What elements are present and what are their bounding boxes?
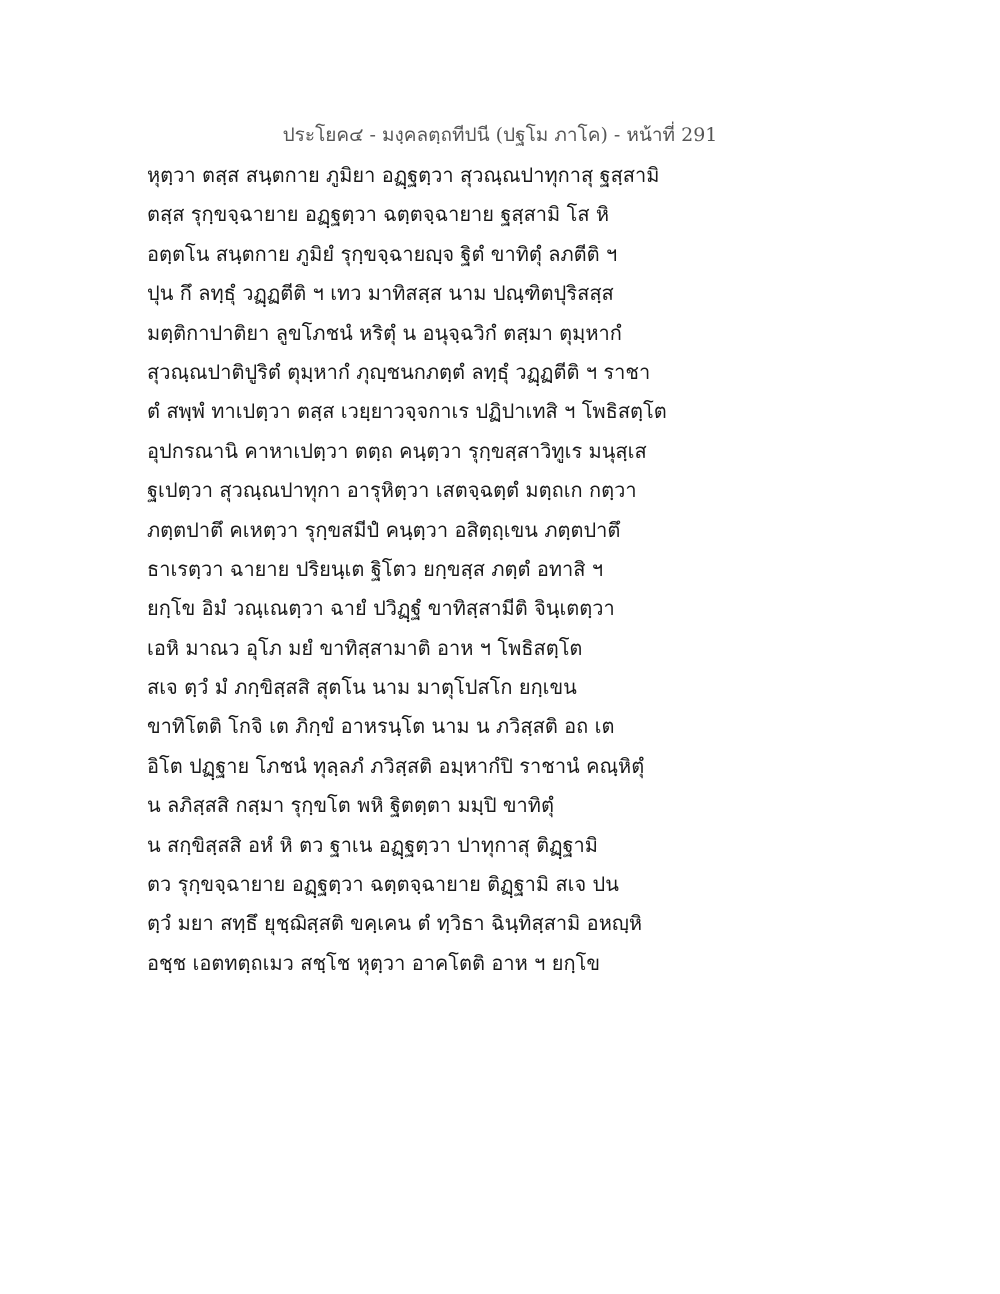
- running-header: [0, 120, 1000, 150]
- text-line-3: อตฺตโน สนฺตกาย ภูมิยํ รุกฺขจฺฉายญฺจ ฐิตํ ขาทิตุํ ลภตีติ ฯ: [147, 241, 618, 266]
- text-line-11: ธาเรตฺวา ฉายาย ปริยนฺเต ฐิโตว ยกฺขสฺส ภตฺตํ อทาสิ ฯ: [147, 556, 604, 581]
- text-line-2: ตสฺส รุกฺขจฺฉายาย อฏฺฐตฺวา ฉตฺตจฺฉายาย ฐสฺสามิ โส หิ: [147, 202, 610, 227]
- text-line-13: เอหิ มาณว อุโภ มยํ ขาทิสฺสามาติ อาห ฯ โพธิสตฺโต: [147, 635, 583, 660]
- body-text: [147, 156, 667, 983]
- text-line-8: อุปกรณานิ คาหาเปตฺวา ตตฺถ คนฺตฺวา รุกฺขสฺสาวิทูเร มนุสฺเส: [147, 438, 647, 463]
- text-line-20: ตฺวํ มยา สทฺธึ ยุชฺฌิสฺสติ ขคฺเคน ตํ ทฺวิธา ฉินฺทิสฺสามิ อหญฺหิ: [147, 911, 643, 936]
- text-line-15: ขาทิโตติ โกจิ เต ภิกฺขํ อาหรนฺโต นาม น ภวิสฺสติ อถ เต: [147, 714, 615, 739]
- text-line-4: ปุน กึ ลทฺธุํ วฏฺฏตีติ ฯ เทว มาทิสสฺส นาม ปณฺฑิตปุริสสฺส: [147, 281, 614, 306]
- text-line-1: หุตฺวา ตสฺส สนฺตกาย ภูมิยา อฏฺฐตฺวา สุวณฺณปาทุกาสุ ฐสฺสามิ: [147, 163, 660, 187]
- text-line-5: มตฺติกาปาติยา ลูขโภชนํ หริตุํ น อนุจฺฉวิกํ ตสฺมา ตุมฺหากํ: [147, 320, 622, 345]
- text-line-10: ภตฺตปาตึ คเหตฺวา รุกฺขสมีปํ คนฺตฺวา อสิตฺถฺเขน ภตฺตปาตึ: [147, 517, 621, 542]
- text-line-21: อชฺช เอตทตฺถเมว สชฺโช หุตฺวา อาคโตติ อาห ฯ ยกฺโข: [147, 950, 600, 975]
- text-line-18: น สกฺขิสฺสสิ อหํ หิ ตว ฐาเน อฏฺฐตฺวา ปาทุกาสุ ติฏฺฐามิ: [147, 832, 598, 857]
- text-line-12: ยกฺโข อิมํ วณฺเณตฺวา ฉายํ ปวิฏฺฐํ ขาทิสฺสามีติ จินฺเตตฺวา: [147, 596, 615, 621]
- running-header-text: ประโยค๔ - มงฺคลตฺถทีปนี (ปฐโม ภาโค) - หน้าที่ 291: [282, 124, 718, 146]
- text-line-17: น ลภิสฺสสิ กสฺมา รุกฺขโต พหิ ฐิตตฺตา มมฺปิ ขาทิตุํ: [147, 793, 554, 818]
- text-line-9: ฐเปตฺวา สุวณฺณปาทุกา อารุหิตฺวา เสตจฺฉตฺตํ มตฺถเก กตฺวา: [147, 478, 637, 503]
- text-line-19: ตว รุกฺขจฺฉายาย อฏฺฐตฺวา ฉตฺตจฺฉายาย ติฏฺฐามิ สเจ ปน: [147, 872, 619, 897]
- text-line-6: สุวณฺณปาติปูริตํ ตุมฺหากํ ภุญฺชนกภตฺตํ ลทฺธุํ วฏฺฏตีติ ฯ ราชา: [147, 359, 651, 384]
- text-line-14: สเจ ตฺวํ มํ ภกฺขิสฺสสิ สุตโน นาม มาตุโปสโก ยกฺเขน: [147, 675, 577, 700]
- text-line-16: อิโต ปฏฺฐาย โภชนํ ทุลฺลภํ ภวิสฺสติ อมฺหากํปิ ราชานํ คณฺหิตุํ: [147, 753, 645, 778]
- text-line-7: ตํ สพฺพํ ทาเปตฺวา ตสฺส เวยฺยาวจฺจกาเร ปฏิปาเทสิ ฯ โพธิสตฺโต: [147, 399, 667, 424]
